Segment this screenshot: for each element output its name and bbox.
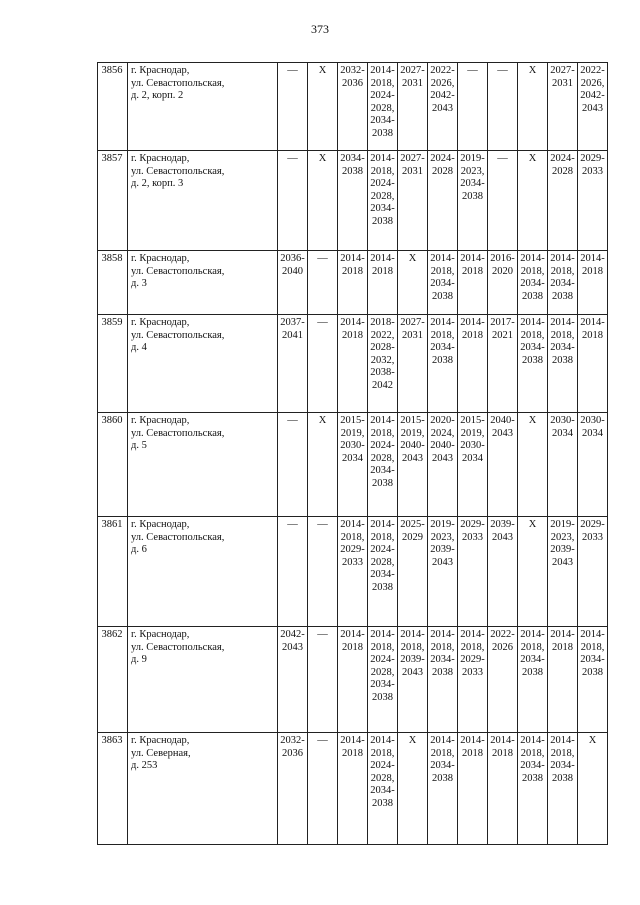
period-cell: 2039- 2043 [488, 517, 518, 627]
period-cell: 2014- 2018 [578, 315, 608, 413]
page-number: 373 [311, 22, 329, 36]
table-row [98, 151, 608, 251]
period-cell: 2014- 2018, 2029- 2033 [338, 517, 368, 627]
row-number: 3863 [98, 733, 128, 845]
period-cell: 2040- 2043 [488, 413, 518, 517]
row-number: 3856 [98, 63, 128, 151]
period-cell: 2022- 2026, 2042- 2043 [428, 63, 458, 151]
period-cell: 2027- 2031 [398, 63, 428, 151]
period-cell: — [278, 517, 308, 627]
period-cell: X [308, 151, 338, 251]
period-cell: 2014- 2018, 2024- 2028, 2034- 2038 [368, 63, 398, 151]
period-cell: X [308, 63, 338, 151]
period-cell: X [518, 151, 548, 251]
period-cell: — [308, 627, 338, 733]
period-cell: 2014- 2018, 2034- 2038 [518, 733, 548, 845]
period-cell: 2014- 2018 [488, 733, 518, 845]
period-cell: — [278, 63, 308, 151]
period-cell: 2014- 2018, 2034- 2038 [518, 627, 548, 733]
period-cell: 2042- 2043 [278, 627, 308, 733]
table-row [98, 315, 608, 413]
period-cell: — [458, 63, 488, 151]
period-cell: 2019- 2023, 2039- 2043 [428, 517, 458, 627]
period-cell: 2014- 2018 [368, 251, 398, 315]
period-cell: 2015- 2019, 2030- 2034 [458, 413, 488, 517]
row-number: 3861 [98, 517, 128, 627]
address-cell: г. Краснодар, ул. Севастопольская, д. 3 [128, 251, 278, 315]
period-cell: — [488, 151, 518, 251]
period-cell: 2037- 2041 [278, 315, 308, 413]
address-cell: г. Краснодар, ул. Северная, д. 253 [128, 733, 278, 845]
period-cell: 2014- 2018, 2034- 2038 [548, 733, 578, 845]
period-cell: 2029- 2033 [578, 151, 608, 251]
period-cell: 2022- 2026 [488, 627, 518, 733]
period-cell: 2014- 2018, 2034- 2038 [428, 315, 458, 413]
period-cell: 2029- 2033 [578, 517, 608, 627]
period-cell: 2020- 2024, 2040- 2043 [428, 413, 458, 517]
table-body [98, 63, 608, 845]
period-cell: 2034- 2038 [338, 151, 368, 251]
period-cell: 2030- 2034 [548, 413, 578, 517]
table-row [98, 251, 608, 315]
period-cell: 2015- 2019, 2030- 2034 [338, 413, 368, 517]
period-cell: 2014- 2018 [458, 315, 488, 413]
period-cell: X [398, 733, 428, 845]
period-cell: — [278, 151, 308, 251]
row-number: 3862 [98, 627, 128, 733]
period-cell: — [308, 733, 338, 845]
period-cell: X [308, 413, 338, 517]
row-number: 3859 [98, 315, 128, 413]
period-cell: 2014- 2018, 2034- 2038 [518, 315, 548, 413]
period-cell: — [278, 413, 308, 517]
table-row [98, 733, 608, 845]
period-cell: 2024- 2028 [548, 151, 578, 251]
period-cell: — [488, 63, 518, 151]
period-cell: X [398, 251, 428, 315]
period-cell: 2027- 2031 [548, 63, 578, 151]
period-cell: 2014- 2018, 2024- 2028, 2034- 2038 [368, 413, 398, 517]
address-cell: г. Краснодар, ул. Севастопольская, д. 2, корп. 2 [128, 63, 278, 151]
period-cell: 2014- 2018 [548, 627, 578, 733]
period-cell: 2015- 2019, 2040- 2043 [398, 413, 428, 517]
address-cell: г. Краснодар, ул. Севастопольская, д. 5 [128, 413, 278, 517]
period-cell: 2032- 2036 [278, 733, 308, 845]
period-cell: 2030- 2034 [578, 413, 608, 517]
table-row [98, 517, 608, 627]
period-cell: 2014- 2018, 2024- 2028, 2034- 2038 [368, 517, 398, 627]
period-cell: 2032- 2036 [338, 63, 368, 151]
period-cell: 2014- 2018, 2034- 2038 [578, 627, 608, 733]
period-cell: 2014- 2018, 2039- 2043 [398, 627, 428, 733]
row-number: 3857 [98, 151, 128, 251]
row-number: 3860 [98, 413, 128, 517]
period-cell: 2014- 2018 [578, 251, 608, 315]
period-cell: 2027- 2031 [398, 151, 428, 251]
period-cell: — [308, 517, 338, 627]
period-cell: 2024- 2028 [428, 151, 458, 251]
period-cell: 2014- 2018, 2024- 2028, 2034- 2038 [368, 627, 398, 733]
period-cell: 2014- 2018, 2034- 2038 [518, 251, 548, 315]
table-row [98, 63, 608, 151]
period-cell: 2014- 2018, 2034- 2038 [548, 251, 578, 315]
period-cell: 2014- 2018 [458, 733, 488, 845]
address-cell: г. Краснодар, ул. Севастопольская, д. 4 [128, 315, 278, 413]
period-cell: 2014- 2018, 2029- 2033 [458, 627, 488, 733]
period-cell: — [308, 315, 338, 413]
period-cell: 2014- 2018, 2034- 2038 [548, 315, 578, 413]
period-cell: X [578, 733, 608, 845]
period-cell: 2018- 2022, 2028- 2032, 2038- 2042 [368, 315, 398, 413]
period-cell: 2019- 2023, 2039- 2043 [548, 517, 578, 627]
period-cell: 2014- 2018 [338, 733, 368, 845]
period-cell: 2029- 2033 [458, 517, 488, 627]
period-cell: X [518, 517, 548, 627]
table-row [98, 413, 608, 517]
period-cell: 2019- 2023, 2034- 2038 [458, 151, 488, 251]
period-cell: 2014- 2018, 2034- 2038 [428, 733, 458, 845]
period-cell: 2017- 2021 [488, 315, 518, 413]
period-cell: 2014- 2018, 2024- 2028, 2034- 2038 [368, 733, 398, 845]
period-cell: 2022- 2026, 2042- 2043 [578, 63, 608, 151]
period-cell: 2014- 2018 [338, 251, 368, 315]
period-cell: 2014- 2018, 2034- 2038 [428, 251, 458, 315]
period-cell: X [518, 63, 548, 151]
period-cell: 2025- 2029 [398, 517, 428, 627]
period-cell: X [518, 413, 548, 517]
period-cell: 2036- 2040 [278, 251, 308, 315]
address-cell: г. Краснодар, ул. Севастопольская, д. 2, корп. 3 [128, 151, 278, 251]
address-cell: г. Краснодар, ул. Севастопольская, д. 9 [128, 627, 278, 733]
period-cell: 2014- 2018 [338, 627, 368, 733]
period-cell: 2014- 2018, 2034- 2038 [428, 627, 458, 733]
period-cell: 2014- 2018 [338, 315, 368, 413]
address-cell: г. Краснодар, ул. Севастопольская, д. 6 [128, 517, 278, 627]
period-cell: 2014- 2018, 2024- 2028, 2034- 2038 [368, 151, 398, 251]
period-cell: 2014- 2018 [458, 251, 488, 315]
table-row [98, 627, 608, 733]
period-cell: 2016- 2020 [488, 251, 518, 315]
period-cell: — [308, 251, 338, 315]
row-number: 3858 [98, 251, 128, 315]
register-table [97, 62, 608, 845]
period-cell: 2027- 2031 [398, 315, 428, 413]
